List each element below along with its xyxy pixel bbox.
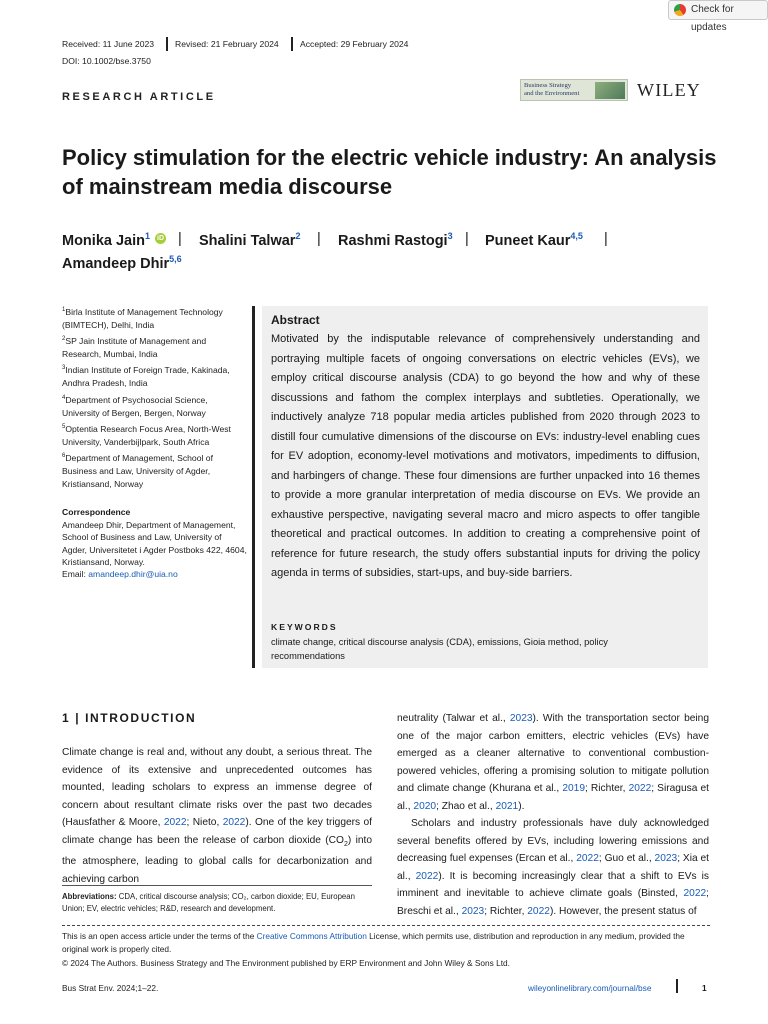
text-run: ; Nieto, (186, 817, 223, 828)
divider (166, 37, 168, 51)
body-column-right (397, 710, 709, 920)
footnote-rule (62, 885, 372, 886)
citation-link[interactable]: 2022 (222, 817, 246, 828)
keywords-heading: KEYWORDS (271, 622, 338, 632)
paragraph (397, 815, 709, 920)
text-run: ). However, the present status of (549, 905, 697, 917)
citation-link[interactable]: 2022 (415, 870, 439, 882)
citation-link[interactable]: 2023 (461, 905, 485, 917)
journal-logo-line1: Business Strategy (524, 82, 572, 89)
abstract-rule (252, 306, 255, 668)
affiliation: $^4$Department of Psychosocial Science, University of Bergen, Bergen, Norway (62, 394, 208, 418)
text-run: ; Siragusa et al., (397, 783, 709, 812)
body-column-left (62, 744, 372, 888)
citation-link[interactable]: 2022 (683, 888, 707, 899)
journal-logo-image (595, 82, 625, 99)
author-name[interactable]: Rashmi Rastogi$^3$ (338, 231, 453, 249)
text-run: ). With the transportation sector being one of the major carbon emitters, electric vehicles (EVs) have emerged as a cleaner alternative to conventional combustion-powered vehicles, offering a promising solution to mitigate pollution and climate change (Khurana et al., (397, 713, 710, 794)
abstract-text: Motivated by the indisputable relevance of comprehensively understanding and portraying multiple facets of ongoing conversations on electric vehicles (EVs), we employ critical discourse analysis (CDA) to go beyond the how and why of these discussions and fathom the complex interplays and subtleties. Operationally, we inductively analyze 718 popular media articles published from 2020 through 2023 to distill four cumulative dimensions of the discourse on EVs: industry-level enabling cues for EV adoption, economy-level motivations and motivators, impediments to diffusion, and harbingers of change. These four dimensions are further unpacked into 16 themes to provide a more granular interpretation of media discourse on EVs. We provide an exhaustive perspective, navigating several macro and micro aspects to offer tangible theoretical and practical outcomes. In addition to creating a comprehensive point of reference for future research, the study offers substantial inputs for driving the policy agenda in terms of subsidies, start-ups, and buy-side barriers. (271, 333, 700, 579)
copyright: © 2024 The Authors. Business Strategy and The Environment published by ERP Environment and John Wiley & Sons Ltd. (62, 957, 510, 968)
divider (676, 979, 678, 993)
text-run: ). One of the key triggers of climate change has been the release of carbon dioxide (CO (62, 817, 373, 846)
text-run: ; Zhao et al., (436, 800, 496, 812)
page-number: 1 (702, 983, 707, 993)
journal-citation: Bus Strat Env. 2024;1–22. (62, 983, 159, 993)
received-date: Received: 11 June 2023 (62, 39, 155, 49)
license-notice: This is an open access article under the terms of the Creative Commons Attribution License, which permits use, distribution and reproduction in any medium, provided the original work is properly cited. © 2024 The Authors. Business Strategy and The Environment published by ERP Environment and John Wiley & Sons Ltd. (62, 931, 685, 968)
correspondence-text: Amandeep Dhir, Department of Management, School of Business and Law, University of Agder, Universitetet i Agder Postboks 422, 4604, Kristiansand, Norway. Email: amandeep.dhir@uia.no (62, 520, 247, 580)
article-title: Policy stimulation for the electric vehicle industry: An analysis of mainstream media discourse (62, 145, 717, 199)
citation-link[interactable]: 2021 (495, 800, 519, 812)
license-divider (62, 925, 710, 926)
citation-link[interactable]: 2022 (527, 905, 550, 917)
citation-link[interactable]: 2022 (576, 853, 599, 864)
journal-logo-line2: and the Environment (524, 89, 580, 97)
author-separator: | (604, 231, 608, 247)
paragraph (397, 710, 709, 815)
author-name[interactable]: Amandeep Dhir$^{5,6}$ (62, 254, 182, 272)
author-name[interactable]: Puneet Kaur$^{4,5}$ (485, 231, 583, 249)
text-run: ; Breschi et al., (397, 888, 709, 917)
orcid-icon[interactable]: iD (157, 235, 164, 242)
abstract-heading: Abstract (271, 313, 320, 327)
accepted-date: Accepted: 29 February 2024 (300, 39, 409, 49)
article-type: RESEARCH ARTICLE (62, 91, 216, 103)
citation-link[interactable]: 2022 (628, 783, 652, 794)
citation-link[interactable]: 2019 (562, 783, 585, 794)
text-run: ). (518, 800, 525, 812)
citation-link[interactable]: 2023 (654, 853, 678, 864)
author-separator: | (465, 231, 469, 247)
journal-logo[interactable] (520, 79, 628, 101)
divider (291, 37, 293, 51)
author-name[interactable]: Monika Jain$^1$ (62, 231, 151, 249)
text-run: ). It is becoming increasingly clear that a shift to EVs is imminent and inevitable to achieve climate goals (Binsted, (397, 870, 709, 899)
journal-url-link[interactable]: wileyonlinelibrary.com/journal/bse (528, 983, 652, 993)
section-heading: 1 | INTRODUCTION (62, 711, 197, 725)
citation-link[interactable]: 2023 (509, 713, 533, 724)
affiliation: $^3$Indian Institute of Foreign Trade, Kakinada, Andhra Pradesh, India (62, 364, 230, 388)
subscript: 2 (343, 840, 348, 848)
text-run: ; Richter, (585, 783, 629, 794)
check-for-updates-button[interactable] (668, 0, 768, 33)
keywords: climate change, critical discourse analysis (CDA), emissions, Gioia method, policy recommendations (271, 637, 608, 661)
affiliation: $^5$Optentia Research Focus Area, North-West University, Vanderbijlpark, South Africa (62, 423, 231, 447)
email-link[interactable]: amandeep.dhir@uia.no (88, 569, 178, 580)
correspondence-heading: Correspondence (62, 507, 131, 517)
citation-link[interactable]: 2020 (413, 800, 437, 812)
text-run: ; Richter, (484, 905, 528, 917)
affiliation: $^1$Birla Institute of Management Technology (BIMTECH), Delhi, India (62, 306, 223, 330)
text-run: ; Xia et al., (397, 853, 709, 882)
doi: DOI: 10.1002/bse.3750 (62, 56, 151, 66)
publisher-logo[interactable]: WILEY (637, 80, 701, 100)
revised-date: Revised: 21 February 2024 (175, 39, 279, 49)
text-run: neutrality (Talwar et al., (397, 713, 510, 724)
affiliation: $^6$Department of Management, School of Business and Law, University of Agder, Kristiansand, Norway (62, 452, 213, 489)
author-separator: | (317, 231, 321, 247)
text-run: ; Guo et al., (598, 853, 655, 864)
text-run: ) into the atmosphere, leading to global calls for decarbonization and achieving carbon (62, 834, 372, 885)
check-for-updates-label: Check for updates (691, 4, 734, 33)
abbreviations-footnote: Abbreviations: CDA, critical discourse analysis; CO₂, carbon dioxide; EU, European Union; EV, electric vehicles; R&D, research and development. (62, 892, 355, 913)
affiliation: $^2$SP Jain Institute of Management and Research, Mumbai, India (62, 335, 207, 359)
author-separator: | (178, 231, 182, 247)
author-name[interactable]: Shalini Talwar$^2$ (199, 231, 301, 249)
license-link[interactable]: Creative Commons Attribution (256, 931, 367, 941)
citation-link[interactable]: 2022 (163, 817, 187, 828)
text-run: Climate change is real and, without any doubt, a serious threat. The evidence of its extensive and unprecedented outcomes has mounted, leading scholars to express an immense degree of concern about resultant climate risks over the past two decades (Hausfather & Moore, (62, 747, 372, 828)
text-run: Scholars and industry professionals have duly acknowledged several benefits offered by EVs, including lowering emissions and decreasing fuel expenses (Ercan et al., (397, 818, 709, 864)
update-icon (674, 4, 686, 16)
